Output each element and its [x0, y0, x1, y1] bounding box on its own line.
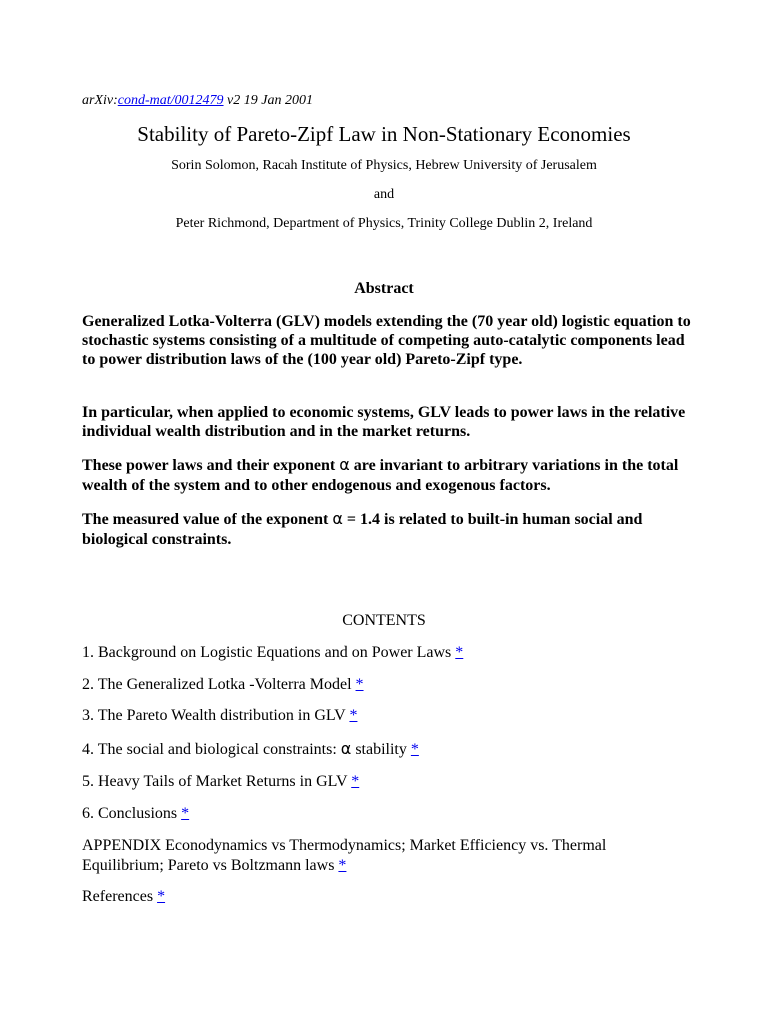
abstract-p4-after: = 1.4 is related to built-in human social and biological constraints. [82, 511, 643, 548]
toc-link-3[interactable]: * [349, 707, 358, 724]
toc-item-2 [82, 675, 692, 695]
abstract-paragraph-4 [82, 509, 692, 550]
toc-item-label: 4. The social and biological constraints: [82, 741, 341, 758]
toc-link-5[interactable]: * [351, 773, 360, 790]
toc-item-appendix [82, 836, 692, 876]
toc-link-4[interactable]: * [410, 741, 419, 758]
arxiv-id-link[interactable]: cond-mat/0012479 [117, 93, 224, 108]
toc-item-1 [82, 643, 692, 663]
contents-heading: CONTENTS [342, 612, 426, 629]
abstract-p4-before: The measured value of the exponent [82, 511, 333, 528]
toc-item-label-suffix: stability [351, 741, 411, 758]
author-2: Peter Richmond, Department of Physics, Trinity College Dublin 2, Ireland [175, 216, 593, 231]
abstract-paragraph-1: Generalized Lotka-Volterra (GLV) models extending the (70 year old) logistic equation to stochastic systems consisting of a multitude of competing auto-catalytic components lead to power distribution laws of the (100 year old) Pareto-Zipf type. [82, 313, 691, 368]
toc-item-label: 1. Background on Logistic Equations and on Power Laws [82, 644, 456, 661]
toc-item-references [82, 887, 692, 907]
paper-title: Stability of Pareto-Zipf Law in Non-Stationary Economies [137, 122, 631, 146]
toc-item-4 [82, 739, 692, 760]
alpha-symbol: α [339, 455, 350, 474]
toc-link-2[interactable]: * [355, 676, 364, 693]
arxiv-prefix: arXiv: [82, 93, 118, 108]
toc-link-1[interactable]: * [455, 644, 464, 661]
toc-item-5 [82, 772, 692, 792]
arxiv-identifier-line [82, 93, 313, 109]
toc-link-references[interactable]: * [157, 888, 166, 905]
toc-item-label: 5. Heavy Tails of Market Returns in GLV [82, 773, 352, 790]
abstract-paragraph-2: In particular, when applied to economic systems, GLV leads to power laws in the relative individual wealth distribution and in the market returns. [82, 404, 686, 440]
alpha-symbol: α [332, 509, 343, 528]
toc-item-3 [82, 706, 692, 726]
abstract-p3-before: These power laws and their exponent [82, 457, 340, 474]
abstract-p3-after: are invariant to arbitrary variations in the total wealth of the system and to other endogenous and exogenous factors. [82, 457, 679, 494]
toc-item-label: References [82, 888, 158, 905]
abstract-paragraph-3 [82, 455, 692, 496]
toc-link-6[interactable]: * [181, 805, 190, 822]
toc-item-label: 3. The Pareto Wealth distribution in GLV [82, 707, 350, 724]
arxiv-version-date: v2 19 Jan 2001 [223, 93, 313, 108]
toc-link-appendix[interactable]: * [338, 857, 347, 874]
toc-item-6 [82, 804, 692, 824]
toc-item-label: 2. The Generalized Lotka -Volterra Model [82, 676, 356, 693]
alpha-symbol: α [340, 739, 352, 758]
author-separator: and [373, 187, 395, 202]
toc-item-label: APPENDIX Econodynamics vs Thermodynamics; Market Efficiency vs. Thermal Equilibrium; Pareto vs Boltzmann laws [82, 837, 607, 874]
abstract-heading: Abstract [354, 280, 414, 297]
author-1: Sorin Solomon, Racah Institute of Physics, Hebrew University of Jerusalem [171, 158, 597, 173]
toc-item-label: 6. Conclusions [82, 805, 182, 822]
